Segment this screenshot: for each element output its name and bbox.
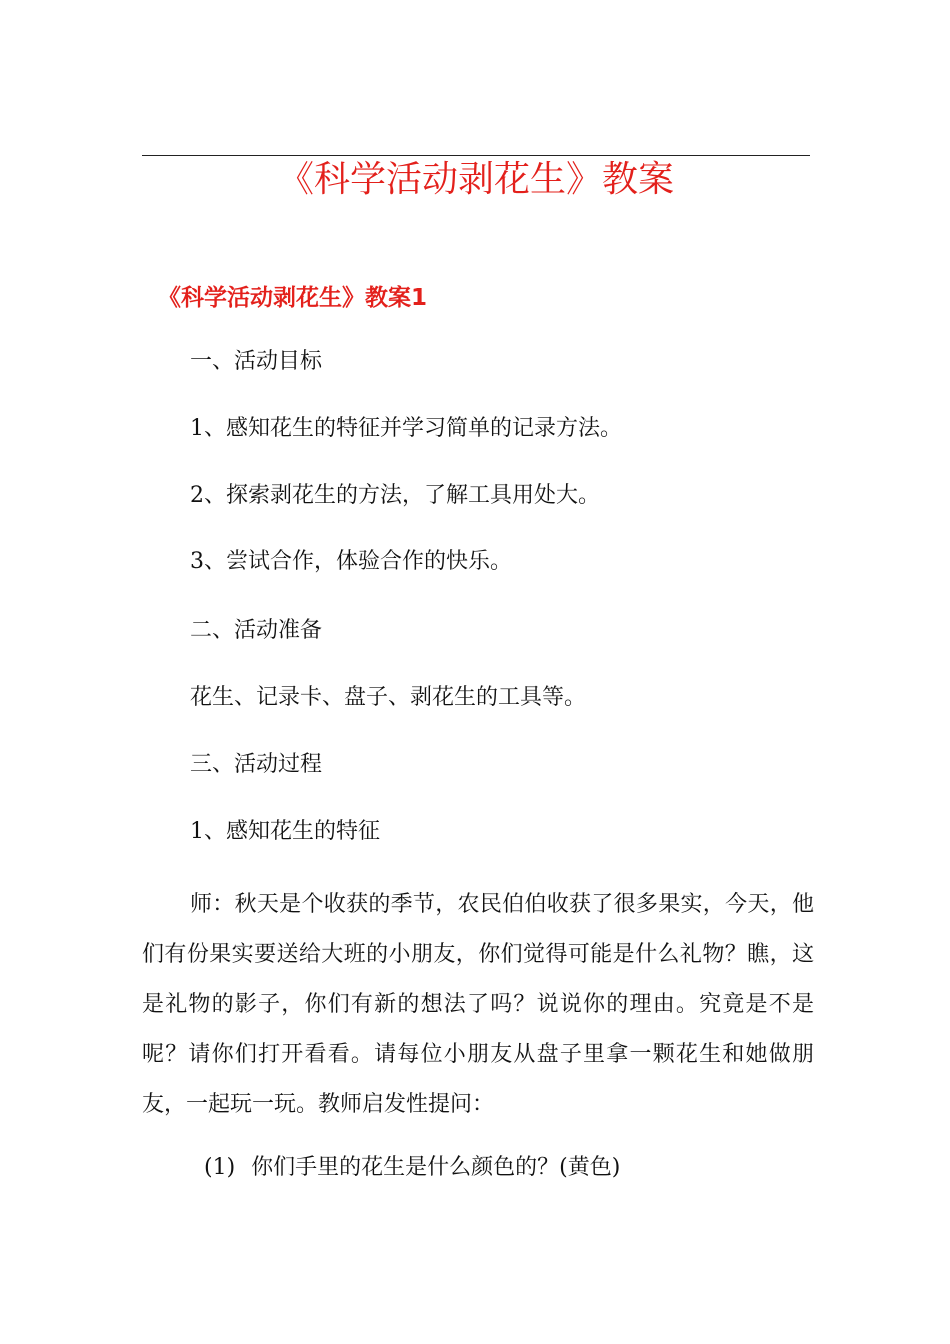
goal-item-2: 2、探索剥花生的方法，了解工具用处大。 (190, 483, 600, 508)
document-title: 《科学活动剥花生》教案 (277, 159, 674, 200)
preparation-materials: 花生、记录卡、盘子、剥花生的工具等。 (190, 685, 587, 710)
question-number: (1) (204, 1155, 236, 1180)
teacher-dialogue-paragraph: 师：秋天是个收获的季节，农民伯伯收获了很多果实，今天，他们有份果实要送给大班的小朋友，你们觉得可能是什么礼物？瞧，这是礼物的影子，你们有新的想法了吗？说说你的理由。究竟是不是呢？请你们打开看看。请每位小朋友从盘子里拿一颗花生和她做朋友，一起玩一玩。教师启发性提问： (142, 892, 814, 1117)
section-subtitle: 《科学活动剥花生》教案1 (158, 285, 428, 311)
heading-activity-preparation: 二、活动准备 (190, 618, 323, 643)
question-text: 你们手里的花生是什么颜色的？(黄色) (251, 1155, 621, 1180)
question-item (204, 1152, 620, 1184)
heading-activity-goals: 一、活动目标 (190, 349, 323, 374)
goal-item-1: 1、感知花生的特征并学习简单的记录方法。 (190, 416, 622, 441)
heading-activity-process: 三、活动过程 (190, 752, 323, 777)
process-step-1: 1、感知花生的特征 (190, 819, 380, 844)
goal-item-3: 3、尝试合作，体验合作的快乐。 (190, 549, 512, 574)
